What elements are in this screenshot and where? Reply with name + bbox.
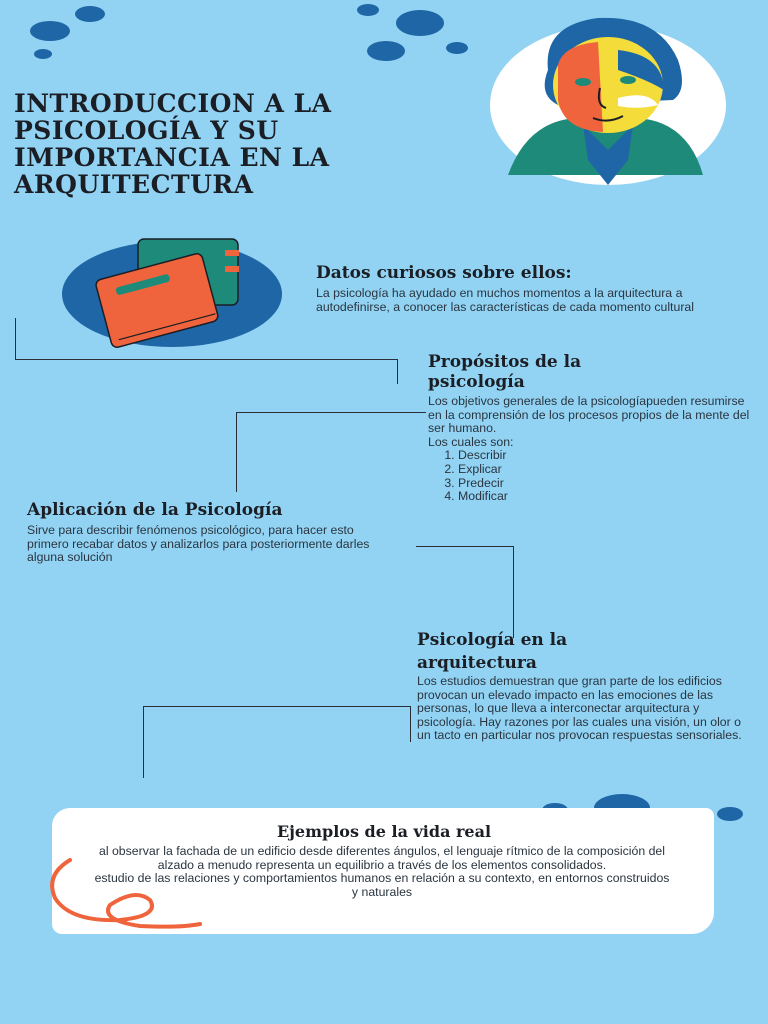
connector-line (236, 412, 426, 413)
connector-line (513, 546, 514, 638)
page-title: INTRODUCCION A LA PSICOLOGÍA Y SU IMPORTANCIA EN LA ARQUITECTURA (14, 89, 332, 199)
arquitectura-heading: Psicología en la arquitectura (417, 630, 568, 673)
books-icon (60, 236, 285, 348)
ejemplos-body-2: estudio de las relaciones y comportamientos humanos en relación a su contexto, en entornos construidos y naturales (94, 871, 670, 899)
connector-line (416, 546, 514, 547)
connector-line (143, 706, 144, 778)
connector-line (143, 706, 411, 707)
connector-line (15, 359, 398, 360)
list-item: 4. Modificar (458, 490, 753, 504)
ejemplos-body-1: al observar la fachada de un edificio desde diferentes ángulos, el lenguaje rítmico de la composición del alzado a menudo representa un equilibrio a través de los elementos consolidados. (98, 844, 665, 872)
arquitectura-body: Los estudios demuestran que gran parte de los edificios provocan un elevado impacto en las emociones de las personas, lo que lleva a interconectar arquitectura y psicología. Hay razones por las cuales una visión, un olor o un tacto en particular nos provocan respuestas sensoriales. (417, 674, 742, 743)
list-item: 1. Describir (458, 449, 753, 463)
propositos-section (428, 395, 753, 504)
propositos-list (428, 449, 753, 503)
ejemplos-heading: Ejemplos de la vida real (276, 822, 492, 841)
connector-line (15, 318, 16, 360)
propositos-heading: Propósitos de la psicología (428, 352, 582, 392)
aplicacion-body: Sirve para describir fenómenos psicológico, para hacer esto primero recabar datos y analizarlos para posteriormente darles alguna solución (27, 523, 370, 565)
list-item: 2. Explicar (458, 463, 753, 477)
datos-heading: Datos curiosos sobre ellos: (316, 263, 572, 283)
portrait-illustration (488, 10, 738, 190)
aplicacion-heading: Aplicación de la Psicología (27, 500, 283, 520)
propositos-body: Los objetivos generales de la psicologíapueden resumirse en la comprensión de los procesos propios de la mente del ser humano. (428, 394, 750, 436)
connector-line (397, 359, 398, 384)
connector-line (236, 412, 237, 492)
propositos-list-intro: Los cuales son: (428, 434, 514, 449)
ejemplos-body (92, 845, 672, 899)
list-item: 3. Predecir (458, 477, 753, 491)
datos-body: La psicología ha ayudado en muchos momentos a la arquitectura a autodefinirse, a conocer las características de cada momento cultural (316, 286, 694, 314)
connector-line (410, 706, 411, 742)
